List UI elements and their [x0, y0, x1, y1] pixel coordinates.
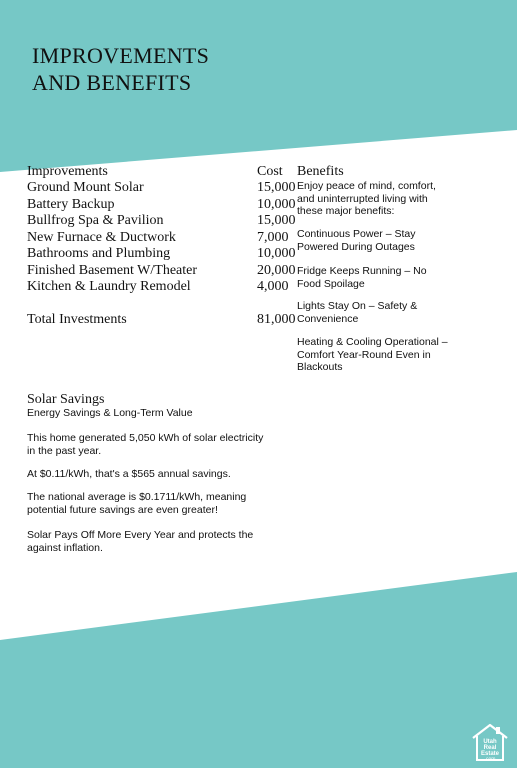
- logo-text-real: Real: [483, 745, 497, 751]
- solar-paragraph: This home generated 5,050 kWh of solar electricity in the past year.: [27, 432, 264, 457]
- cost-header: Cost: [257, 164, 283, 179]
- improvement-cost: 15,000: [257, 180, 296, 195]
- page-title: [32, 42, 209, 96]
- logo-text-utah: Utah: [483, 739, 497, 745]
- benefit-item: Lights Stay On – Safety & Convenience: [297, 300, 418, 325]
- improvement-cost: 10,000: [257, 246, 296, 261]
- improvement-cost: 7,000: [257, 230, 289, 245]
- logo-text-estate: Estate: [480, 751, 500, 757]
- total-cost: 81,000: [257, 312, 296, 327]
- utah-real-estate-logo: [470, 722, 510, 762]
- benefits-header: Benefits: [297, 164, 344, 179]
- benefit-item: Heating & Cooling Operational – Comfort Year-Round Even in Blackouts: [297, 336, 448, 373]
- benefit-item: Continuous Power – Stay Powered During Outages: [297, 228, 416, 253]
- benefit-intro: Enjoy peace of mind, comfort, and uninterrupted living with these major benefits:: [297, 180, 436, 217]
- improvement-cost: 4,000: [257, 279, 289, 294]
- improvement-item: New Furnace & Ductwork: [27, 230, 176, 245]
- improvement-cost: 20,000: [257, 263, 296, 278]
- improvements-header: Improvements: [27, 164, 108, 179]
- improvement-cost: 10,000: [257, 197, 296, 212]
- improvement-item: Kitchen & Laundry Remodel: [27, 279, 191, 294]
- benefit-item: Fridge Keeps Running – No Food Spoilage: [297, 265, 427, 290]
- improvement-item: Ground Mount Solar: [27, 180, 144, 195]
- solar-paragraph: Solar Pays Off More Every Year and protects the against inflation.: [27, 529, 254, 554]
- solar-savings-subheading: Energy Savings & Long-Term Value: [27, 407, 193, 419]
- solar-paragraph: The national average is $0.1711/kWh, meaning potential future savings are even greater!: [27, 491, 247, 516]
- improvement-item: Battery Backup: [27, 197, 115, 212]
- title-line-2: AND BENEFITS: [32, 70, 192, 95]
- total-label: Total Investments: [27, 312, 127, 327]
- improvement-item: Finished Basement W/Theater: [27, 263, 198, 278]
- bottom-teal-band: [0, 572, 517, 768]
- improvement-item: Bathrooms and Plumbing: [27, 246, 171, 261]
- logo-text-com: .com: [484, 756, 496, 762]
- house-logo-icon: [470, 722, 510, 762]
- improvement-cost: 15,000: [257, 213, 296, 228]
- title-line-1: IMPROVEMENTS: [32, 43, 210, 68]
- solar-paragraph: At $0.11/kWh, that's a $565 annual savings.: [27, 468, 231, 480]
- solar-savings-heading: Solar Savings: [27, 392, 105, 407]
- improvement-item: Bullfrog Spa & Pavilion: [27, 213, 164, 228]
